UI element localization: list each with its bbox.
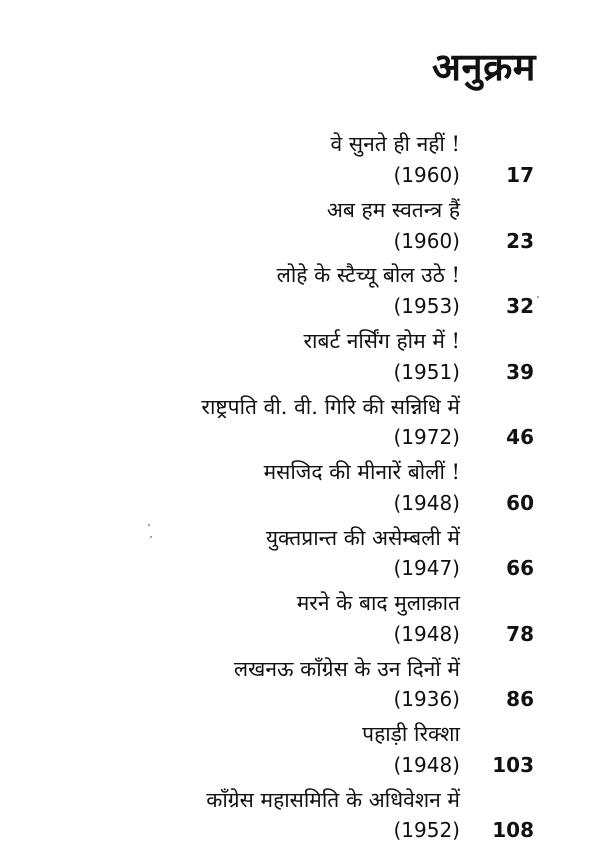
toc-entry-title: राबर्ट नर्सिंग होम में ! (303, 329, 460, 353)
toc-entry-year: (1948) (393, 622, 460, 646)
toc-entry-year: (1948) (393, 753, 460, 777)
toc-entry-year: (1948) (393, 491, 460, 515)
toc-entry-page: 60 (506, 491, 534, 515)
toc-entry-title: राष्ट्रपति वी. वी. गिरि की सन्निधि में (201, 395, 460, 419)
toc-entry-year: (1951) (393, 360, 460, 384)
toc-entry-title: युक्तप्रान्त की असेम्बली में (265, 526, 460, 550)
toc-entry-page: 103 (492, 753, 534, 777)
page-title: अनुक्रम (431, 44, 536, 89)
toc-entry-year: (1953) (393, 294, 460, 318)
toc-entry-year: (1960) (393, 163, 460, 187)
toc-entry-page: 46 (506, 425, 534, 449)
toc-entry-year: (1947) (393, 556, 460, 580)
toc-entry-title: अब हम स्वतन्त्र हैं (326, 198, 460, 222)
toc-entry-page: 86 (506, 687, 534, 711)
toc-entry-title: वे सुनते ही नहीं ! (330, 132, 460, 156)
toc-entry-title: पहाड़ी रिक्शा (362, 722, 460, 746)
toc-entry-year: (1952) (393, 818, 460, 842)
scan-speck (537, 296, 539, 298)
toc-entry-year: (1960) (393, 229, 460, 253)
toc-entry-page: 108 (492, 818, 534, 842)
toc-entry-year: (1972) (393, 425, 460, 449)
scan-speck (148, 524, 150, 526)
toc-entry-title: मसजिद की मीनारें बोलीं ! (263, 460, 460, 484)
toc-entry-page: 32 (506, 294, 534, 318)
toc-entry-title: मरने के बाद मुलाक़ात (296, 591, 460, 615)
toc-entry-page: 78 (506, 622, 534, 646)
toc-entry-page: 66 (506, 556, 534, 580)
toc-entry-title: काँग्रेस महासमिति के अधिवेशन में (206, 788, 460, 812)
toc-entry-title: लखनऊ काँग्रेस के उन दिनों में (233, 657, 460, 681)
toc-entry-page: 39 (506, 360, 534, 384)
toc-entry-title: लोहे के स्टैच्यू बोल उठे ! (276, 263, 460, 287)
toc-entry-page: 17 (506, 163, 534, 187)
toc-entry-page: 23 (506, 229, 534, 253)
toc-entry-year: (1936) (393, 687, 460, 711)
scan-speck (150, 536, 152, 538)
